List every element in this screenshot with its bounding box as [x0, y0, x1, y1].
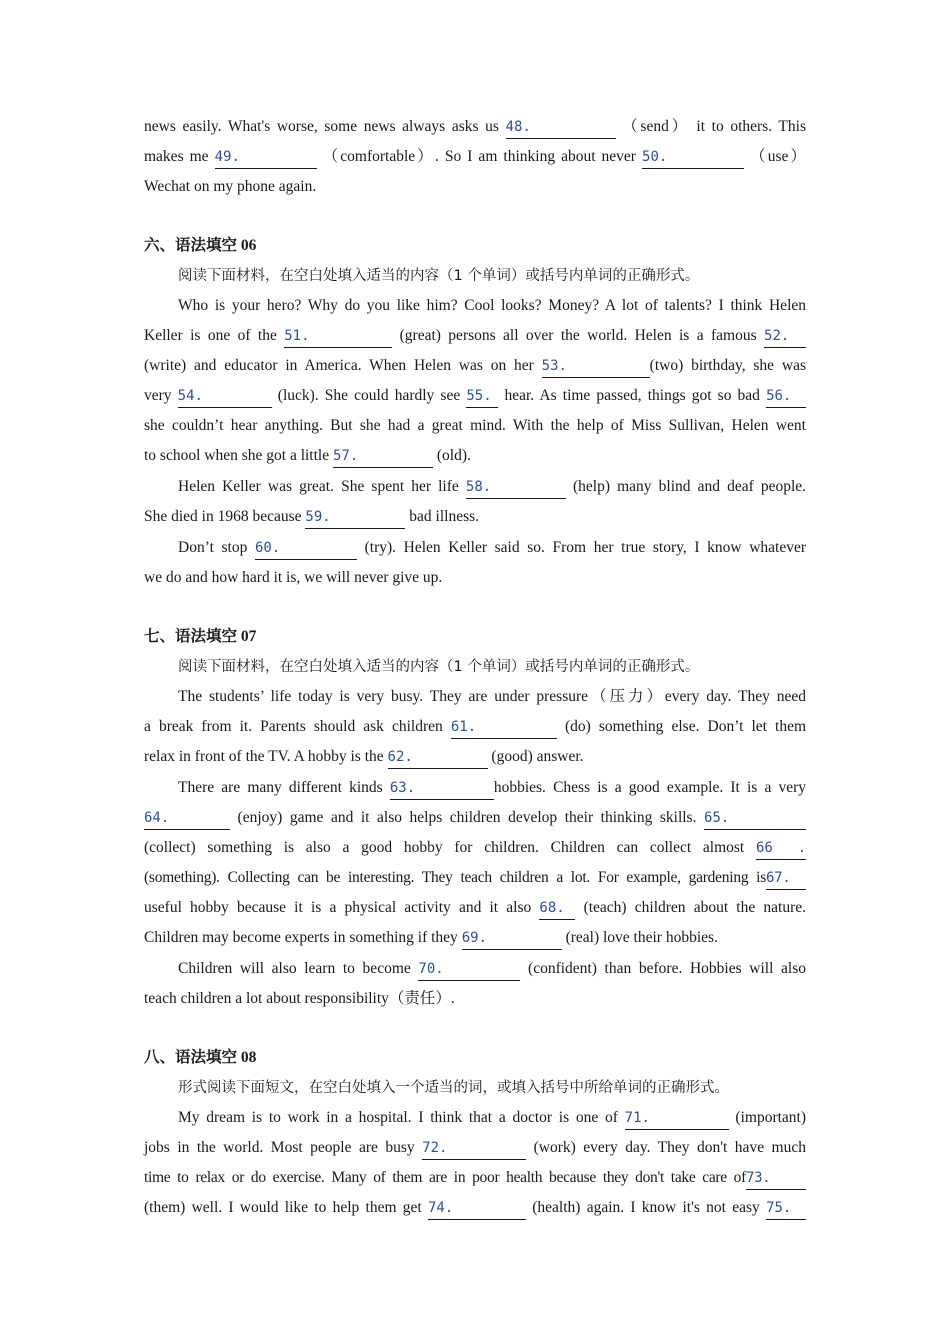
text-line: The students’ life today is very busy. They are under pressure（压力）every day. They need — [178, 688, 806, 705]
text-line: Who is your hero? Why do you like him? Cool looks? Money? A lot of talents? I think Helen — [178, 297, 806, 314]
text-run: makes me — [144, 148, 209, 165]
text-line: very 54. (luck). She could hardly see 55. hear. As time passed, things got so bad 56. — [144, 381, 806, 411]
answer-blank-53[interactable]: 53. — [542, 355, 650, 378]
text-line: Children may become experts in something if they 69. (real) love their hobbies. — [144, 923, 806, 953]
text-line: Children will also learn to become 70. (confident) than before. Hobbies will also — [144, 954, 806, 984]
answer-blank-51[interactable]: 51. — [284, 325, 392, 348]
answer-blank-73[interactable]: 73. — [746, 1167, 806, 1190]
text-line — [144, 142, 806, 172]
text-line: we do and how hard it is, we will never give up. — [144, 569, 443, 586]
answer-blank-67[interactable]: 67. — [766, 867, 806, 890]
section-title-07: 七、语法填空 07 — [144, 628, 257, 645]
answer-blank-49[interactable]: 49. — [215, 146, 317, 169]
text-line: jobs in the world. Most people are busy 72. (work) every day. They don't have much — [144, 1133, 806, 1163]
document-page — [144, 112, 806, 1223]
text-line: There are many different kinds 63. hobbies. Chess is a good example. It is a very — [144, 773, 806, 803]
answer-blank-60[interactable]: 60. — [255, 537, 357, 560]
answer-blank-65[interactable]: 65. — [704, 807, 806, 830]
text-line: (something). Collecting can be interesting. They teach children a lot. For example, gardening is67. — [144, 863, 806, 893]
section-title-08: 八、语法填空 08 — [144, 1049, 257, 1066]
text-line: to school when she got a little 57. (old). — [144, 441, 806, 471]
answer-blank-55[interactable]: 55. — [466, 385, 498, 408]
text-line — [144, 112, 806, 142]
section-title-06: 六、语法填空 06 — [144, 237, 257, 254]
text-run: （comfortable）. So I am thinking about never — [322, 148, 636, 165]
text-run: （send） it to others. This — [622, 118, 806, 135]
text-line: (collect) something is also a good hobby for children. Children can collect almost 66 . — [144, 833, 806, 863]
answer-blank-56[interactable]: 56. — [766, 385, 806, 408]
answer-blank-58[interactable]: 58. — [466, 476, 566, 499]
answer-blank-75[interactable]: 75. — [766, 1197, 806, 1220]
answer-blank-52[interactable]: 52. — [764, 325, 806, 348]
answer-blank-59[interactable]: 59. — [305, 506, 405, 529]
text-line: useful hobby because it is a physical activity and it also 68. (teach) children about the nature. — [144, 893, 806, 923]
answer-blank-50[interactable]: 50. — [642, 146, 744, 169]
text-line: Don’t stop 60. (try). Helen Keller said so. From her true story, I know whatever — [144, 533, 806, 563]
answer-blank-63[interactable]: 63. — [390, 777, 494, 800]
answer-blank-71[interactable]: 71. — [625, 1107, 729, 1130]
answer-blank-72[interactable]: 72. — [422, 1137, 526, 1160]
text-run: news easily. What's worse, some news always asks us — [144, 118, 499, 135]
answer-blank-54[interactable]: 54. — [178, 385, 272, 408]
text-run: （use） — [750, 148, 807, 165]
text-run: Wechat on my phone again. — [144, 178, 317, 195]
answer-blank-70[interactable]: 70. — [418, 958, 520, 981]
answer-blank-64[interactable]: 64. — [144, 807, 230, 830]
answer-blank-48[interactable]: 48. — [506, 116, 616, 139]
text-line: time to relax or do exercise. Many of them are in poor health because they don't take care of73. — [144, 1163, 806, 1193]
text-line: teach children a lot about responsibility（责任）. — [144, 990, 455, 1007]
text-line — [144, 172, 806, 202]
answer-blank-61[interactable]: 61. — [451, 716, 557, 739]
instruction-text: 形式阅读下面短文，在空白处填入一个适当的词，或填入括号中所给单词的正确形式。 — [178, 1080, 729, 1096]
answer-blank-62[interactable]: 62. — [388, 746, 488, 769]
text-line: Helen Keller was great. She spent her life 58. (help) many blind and deaf people. — [144, 472, 806, 502]
text-line: 64. (enjoy) game and it also helps children develop their thinking skills. 65. — [144, 803, 806, 833]
text-line: My dream is to work in a hospital. I think that a doctor is one of 71. (important) — [144, 1103, 806, 1133]
answer-blank-66[interactable]: 66 . — [756, 837, 806, 860]
answer-blank-74[interactable]: 74. — [428, 1197, 526, 1220]
text-line: she couldn’t hear anything. But she had a great mind. With the help of Miss Sullivan, Helen went — [144, 417, 806, 434]
text-line: a break from it. Parents should ask children 61. (do) something else. Don’t let them — [144, 712, 806, 742]
answer-blank-57[interactable]: 57. — [333, 445, 433, 468]
answer-blank-69[interactable]: 69. — [462, 927, 562, 950]
text-line: Keller is one of the 51. (great) persons all over the world. Helen is a famous 52. — [144, 321, 806, 351]
instruction-text: 阅读下面材料，在空白处填入适当的内容（1 个单词）或括号内单词的正确形式。 — [178, 659, 700, 675]
text-line: (them) well. I would like to help them get 74. (health) again. I know it's not easy 75. — [144, 1193, 806, 1223]
instruction-text: 阅读下面材料，在空白处填入适当的内容（1 个单词）或括号内单词的正确形式。 — [178, 268, 700, 284]
text-line: relax in front of the TV. A hobby is the 62. (good) answer. — [144, 742, 806, 772]
text-line: She died in 1968 because 59. bad illness. — [144, 502, 806, 532]
answer-blank-68[interactable]: 68. — [539, 897, 575, 920]
text-line: (write) and educator in America. When Helen was on her 53. (two) birthday, she was — [144, 351, 806, 381]
